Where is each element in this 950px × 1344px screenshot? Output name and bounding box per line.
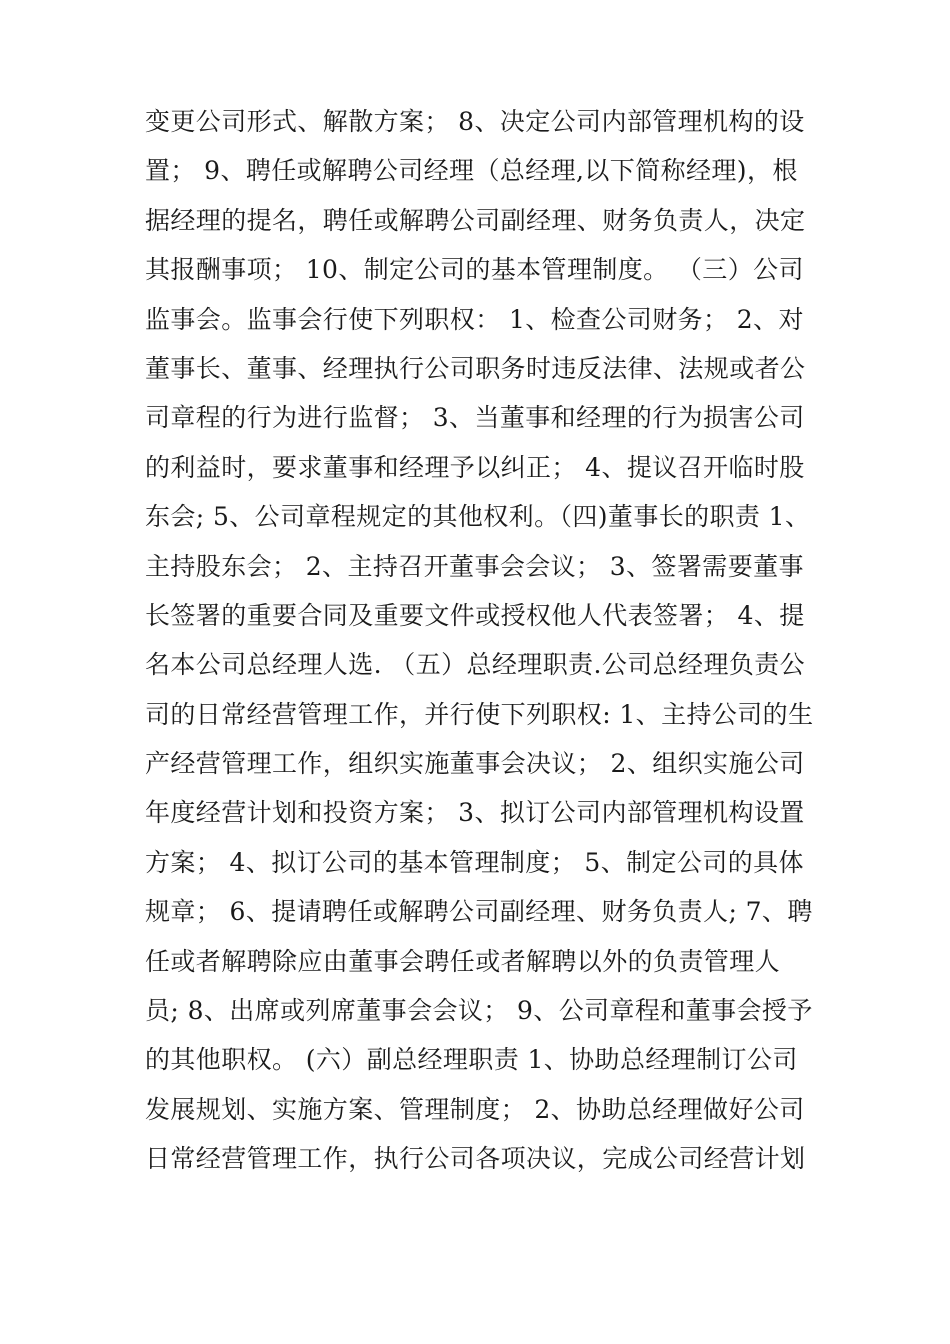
text-line: 监事会。监事会行使下列职权： 1、检查公司财务； 2、对 (145, 304, 804, 334)
text-line: 主持股东会； 2、主持召开董事会会议； 3、签署需要董事 (145, 551, 804, 581)
text-line: 规章； 6、提请聘任或解聘公司副经理、财务负责人; 7、聘 (145, 897, 813, 927)
text-line: 年度经营计划和投资方案； 3、拟订公司内部管理机构设置 (145, 798, 805, 828)
text-line: 据经理的提名，聘任或解聘公司副经理、财务负责人，决定 (145, 205, 806, 235)
text-line: 东会; 5、公司章程规定的其他权利。（四)董事长的职责 1、 (145, 502, 811, 532)
text-line: 日常经营管理工作，执行公司各项决议，完成公司经营计划 (145, 1144, 806, 1174)
text-line: 置； 9、聘任或解聘公司经理（总经理,以下简称经理)，根 (145, 156, 798, 186)
text-line: 司的日常经营管理工作，并行使下列职权: 1、主持公司的生 (145, 699, 814, 729)
text-line: 的利益时，要求董事和经理予以纠正； 4、提议召开临时股 (145, 452, 805, 482)
text-line: 其报酬事项； 10、制定公司的基本管理制度。 （三）公司 (145, 255, 804, 285)
text-line: 发展规划、实施方案、管理制度； 2、协助总经理做好公司 (145, 1094, 805, 1124)
text-line: 司章程的行为进行监督； 3、当董事和经理的行为损害公司 (145, 403, 805, 433)
text-line: 方案； 4、拟订公司的基本管理制度； 5、制定公司的具体 (145, 847, 804, 877)
text-line: 长签署的重要合同及重要文件或授权他人代表签署； 4、提 (145, 600, 805, 630)
text-line: 名本公司总经理人选. （五）总经理职责.公司总经理负责公 (145, 650, 806, 680)
text-line: 董事长、董事、经理执行公司职务时违反法律、法规或者公 (145, 353, 806, 383)
text-line: 产经营管理工作，组织实施董事会决议； 2、组织实施公司 (145, 749, 805, 779)
text-line: 的其他职权。 (六）副总经理职责 1、协助总经理制订公司 (145, 1045, 798, 1075)
body-text (145, 97, 815, 1184)
text-line: 任或者解聘除应由董事会聘任或者解聘以外的负责管理人 (145, 946, 781, 976)
text-line: 变更公司形式、解散方案； 8、决定公司内部管理机构的设 (145, 107, 805, 136)
text-line: 员; 8、出席或列席董事会会议； 9、公司章程和董事会授予 (145, 996, 813, 1026)
